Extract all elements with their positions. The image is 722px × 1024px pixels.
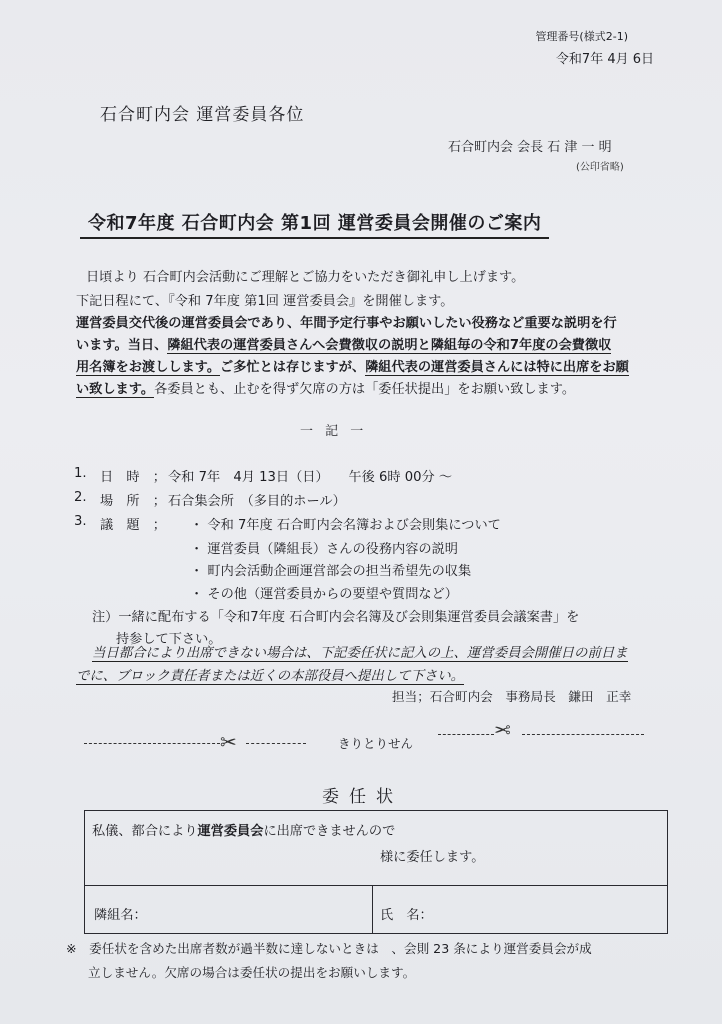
agenda-item: ・ 運営委員（隣組長）さんの役務内容の説明	[190, 542, 458, 557]
body-line-6-b: 各委員とも、止むを得ず欠席の方は「委任状提出」をお願い致します。	[154, 382, 576, 397]
deadline-note-text-2: でに、ブロック責任者または近くの本部役員へ提出して下さい。	[76, 669, 465, 684]
addressee: 石合町内会 運営委員各位	[100, 105, 305, 125]
agenda-item: ・ 町内会活動企画運営部会の担当希望先の収集	[190, 564, 472, 579]
note-line-1: 注）一緒に配布する「令和7年度 石合町内会名簿及び会則集運営委員会議案書」を	[92, 610, 580, 625]
proxy-line-1	[92, 820, 395, 839]
scissors-icon: ✂	[494, 718, 511, 742]
seal-note: (公印省略)	[576, 162, 624, 173]
body-line-6	[76, 378, 575, 397]
item-2-value: 石合集会所 （多目的ホール）	[168, 494, 346, 509]
item-2-number: 2.	[74, 490, 87, 505]
body-line-5-b: ご多忙とは存じますが、	[220, 360, 366, 375]
item-3-number: 3.	[74, 514, 87, 529]
body-line-5-c: 隣組代表の運営委員さんには特に出席をお願	[365, 360, 629, 375]
contact-person: 担当；石合町内会 事務局長 鎌田 正幸	[392, 689, 632, 704]
deadline-note-line-2	[76, 665, 464, 684]
footnote-line-1: ※ 委任状を含めた出席者数が過半数に達しないときは 、会則 23 条により運営委員会が成	[66, 941, 592, 956]
body-line-4-a: います。当日、	[76, 338, 168, 353]
deadline-note-text-1: 当日都合により出席できない場合は、下記委任状に記入の上、運営委員会開催日の前日ま	[92, 646, 628, 661]
body-line-4	[76, 334, 611, 353]
footnote-line-2: 立しません。欠席の場合は委任状の提出をお願いします。	[88, 965, 416, 980]
body-line-2: 下記日程にて、『令和 7年度 第1回 運営委員会』を開催します。	[76, 294, 454, 309]
sender: 石合町内会 会長 石 津 一 明	[448, 140, 612, 155]
body-line-5-a: 用名簿をお渡しします。	[76, 360, 221, 375]
body-line-5	[76, 356, 629, 375]
cut-line-right	[438, 734, 494, 735]
proxy-form-divider	[84, 885, 668, 886]
page-title: 令和7年度 石合町内会 第1回 運営委員会開催のご案内	[80, 209, 549, 239]
body-line-3: 運営委員交代後の運営委員会であり、年間予定行事やお願いしたい役務など重要な説明を行	[76, 316, 617, 331]
proxy-line-2: 様に委任します。	[380, 850, 485, 865]
body-line-4-b: 隣組代表の運営委員さんへ会費徴収の説明と隣組毎の令和7年度の会費徴収	[167, 338, 612, 353]
proxy-line-1-c: に出席できませんので	[263, 824, 396, 839]
body-line-6-a: い致します。	[76, 382, 155, 397]
scissors-icon: ✂	[220, 730, 237, 754]
proxy-line-1-a: 私儀、都合により	[92, 824, 198, 839]
document-date: 令和7年 4月 6日	[555, 52, 654, 67]
proxy-form-title: 委任状	[322, 787, 403, 807]
cut-line-left-2	[246, 743, 306, 744]
body-line-1: 日頃より 石合町内会活動にご理解とご協力をいただき御礼申し上げます。	[86, 270, 525, 285]
document-number: 管理番号(様式2-1)	[535, 30, 628, 43]
note-line-2: 持参して下さい。	[116, 632, 222, 647]
deadline-note-line-1	[92, 642, 628, 661]
item-1-value: 令和 7年 4月 13日（日） 午後 6時 00分 ～	[168, 470, 453, 485]
item-1-number: 1.	[74, 466, 87, 481]
cut-line-label: きりとりせん	[338, 736, 414, 751]
item-3-label: 議 題 ；	[100, 518, 166, 533]
agenda-item: ・ 令和 7年度 石合町内会名簿および会則集について	[190, 518, 501, 533]
item-2-label: 場 所 ；	[100, 494, 166, 509]
group-name-label: 隣組名：	[94, 908, 147, 923]
proxy-line-1-b: 運営委員会	[197, 824, 264, 839]
item-1-label: 日 時 ；	[100, 470, 166, 485]
cut-line-left	[84, 743, 220, 744]
member-name-label: 氏 名：	[380, 908, 433, 923]
proxy-form-vdivider	[372, 885, 373, 934]
cut-line-right-2	[522, 734, 644, 735]
agenda-item: ・ その他（運営委員からの要望や質問など）	[190, 587, 458, 602]
ki-heading: 一 記 一	[300, 424, 368, 439]
